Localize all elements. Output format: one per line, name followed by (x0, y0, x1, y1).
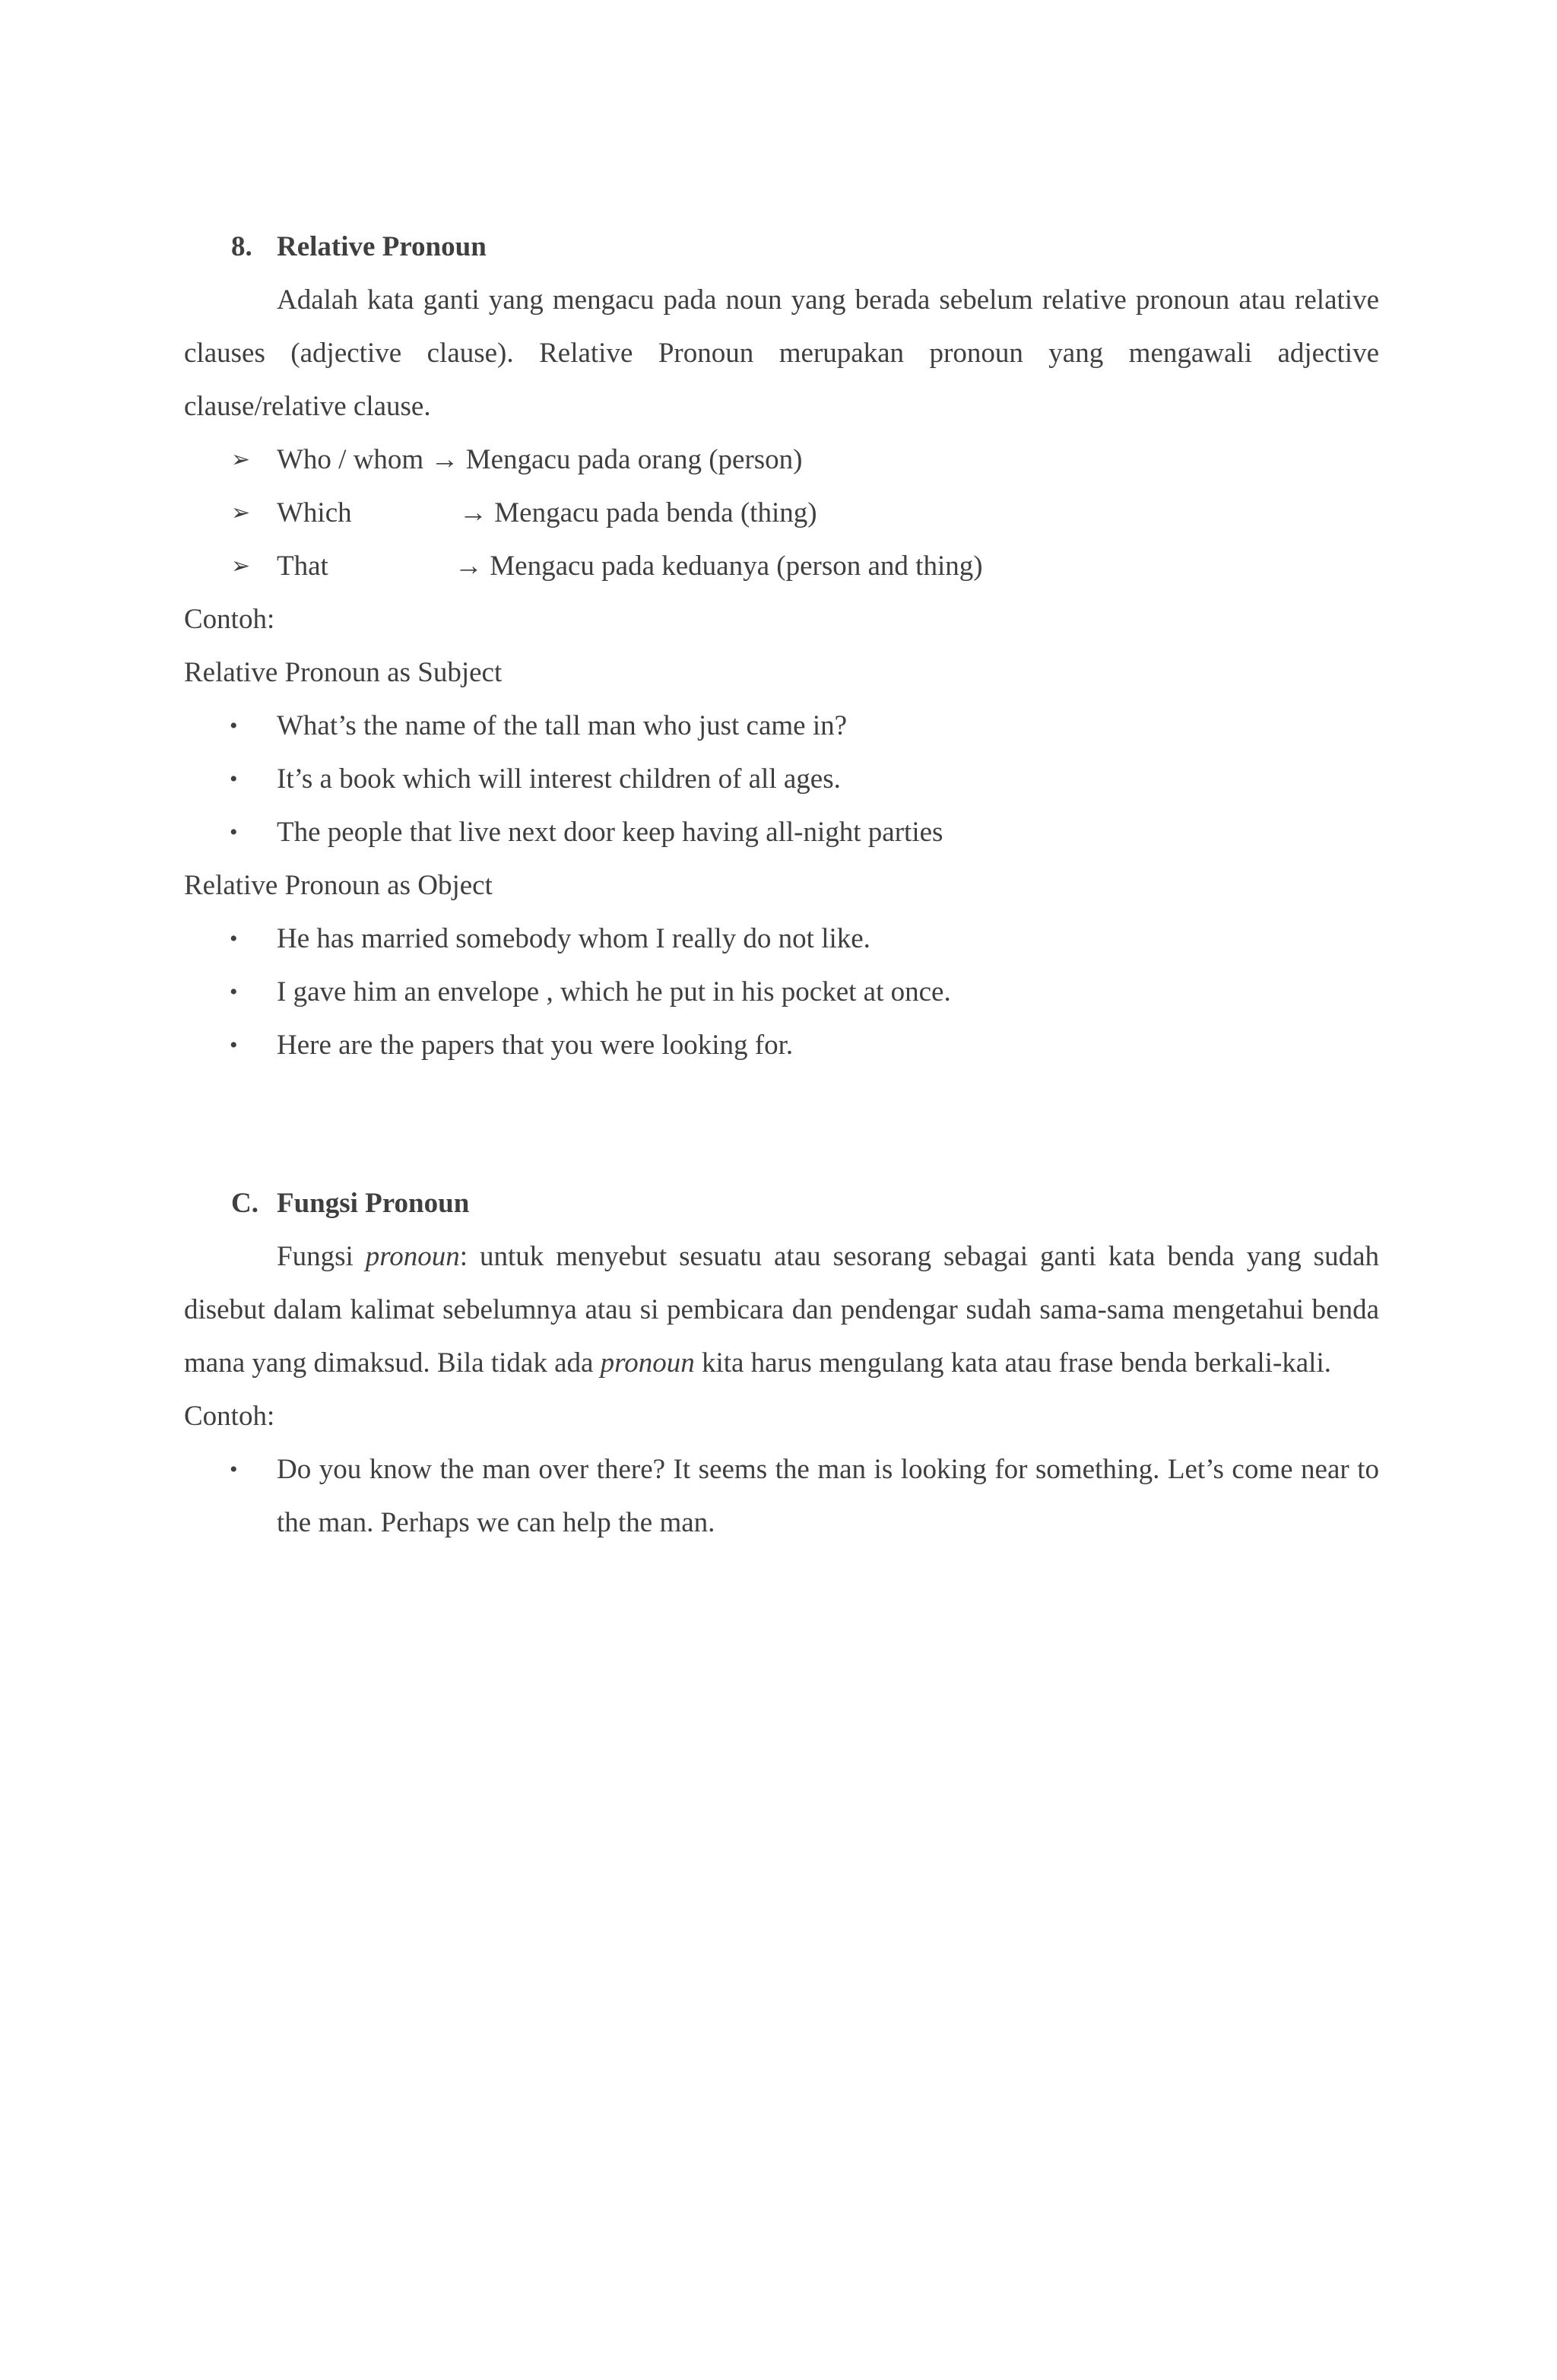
bullet-icon: • (230, 820, 238, 845)
pronoun-description: → Mengacu pada keduanya (person and thing) (455, 551, 983, 582)
list-item (184, 806, 1379, 859)
document-page (184, 221, 1379, 1550)
paragraph-text: Fungsi (277, 1241, 366, 1272)
pronoun-description: → Mengacu pada benda (thing) (459, 497, 817, 528)
subject-examples-list (184, 700, 1379, 859)
list-item (184, 487, 1379, 540)
example-text: Do you know the man over there? It seems the man is looking for something. Let’s come near to the man. Perhaps we can help the man. (277, 1454, 1379, 1538)
list-item (184, 912, 1379, 966)
contoh-label: Contoh: (184, 1401, 275, 1432)
object-examples-list (184, 912, 1379, 1072)
section-8-intro: Adalah kata ganti yang mengacu pada noun yang berada sebelum relative pronoun atau relative clauses (adjective clause). Relative Pronoun merupakan pronoun yang mengawali adjective clause/relative clause. (184, 284, 1379, 422)
bullet-icon: • (230, 926, 238, 951)
bullet-icon: • (230, 766, 238, 792)
object-heading: Relative Pronoun as Object (184, 870, 493, 901)
section-c-title: Fungsi Pronoun (277, 1188, 470, 1219)
section-c-paragraph (184, 1230, 1379, 1390)
paragraph-text: : untuk menyebut sesuatu atau sesorang sebagai ganti kata benda yang sudah disebut dalam kalimat sebelumnya atau si pembicara dan pendengar sudah sama-sama mengetahui benda mana yang dimaksud. Bila tidak ada (184, 1241, 1379, 1379)
example-text: The people that live next door keep having all-night parties (277, 817, 943, 848)
arrow-bullet-icon: ➢ (231, 554, 251, 579)
section-8-number: 8. (231, 231, 252, 262)
list-item (184, 700, 1379, 753)
bullet-icon: • (230, 979, 238, 1004)
example-text: Here are the papers that you were looking for. (277, 1030, 794, 1061)
example-text: It’s a book which will interest children of all ages. (277, 763, 841, 795)
section-8-title: Relative Pronoun (277, 231, 487, 262)
example-text: He has married somebody whom I really do not like. (277, 923, 870, 954)
relative-pronoun-list (184, 433, 1379, 593)
list-item (184, 540, 1379, 593)
list-item (184, 966, 1379, 1019)
bullet-icon: • (230, 713, 238, 738)
example-text: What’s the name of the tall man who just came in? (277, 710, 848, 741)
section-spacer (184, 1072, 1379, 1177)
paragraph-emphasis: pronoun (365, 1241, 460, 1272)
example-text: I gave him an envelope , which he put in his pocket at once. (277, 976, 951, 1008)
section-c-number: C. (231, 1188, 258, 1219)
contoh-label: Contoh: (184, 604, 275, 635)
arrow-bullet-icon: ➢ (231, 500, 251, 525)
subject-heading: Relative Pronoun as Subject (184, 657, 503, 688)
bullet-icon: • (230, 1033, 238, 1058)
paragraph-text: kita harus mengulang kata atau frase benda berkali-kali. (694, 1347, 1331, 1379)
bullet-icon: • (230, 1457, 238, 1482)
fungsi-examples-list (184, 1443, 1379, 1550)
pronoun-term: That (277, 551, 328, 582)
pronoun-term: Which (277, 497, 352, 528)
list-item (184, 1443, 1379, 1550)
section-8-heading (231, 221, 1379, 274)
pronoun-term: Who / whom (277, 444, 424, 475)
section-c-heading (231, 1177, 1379, 1230)
paragraph-emphasis: pronoun (600, 1347, 695, 1379)
list-item (184, 1019, 1379, 1072)
arrow-bullet-icon: ➢ (231, 447, 251, 472)
list-item (184, 753, 1379, 806)
pronoun-description: → Mengacu pada orang (person) (430, 444, 803, 475)
list-item (184, 433, 1379, 487)
